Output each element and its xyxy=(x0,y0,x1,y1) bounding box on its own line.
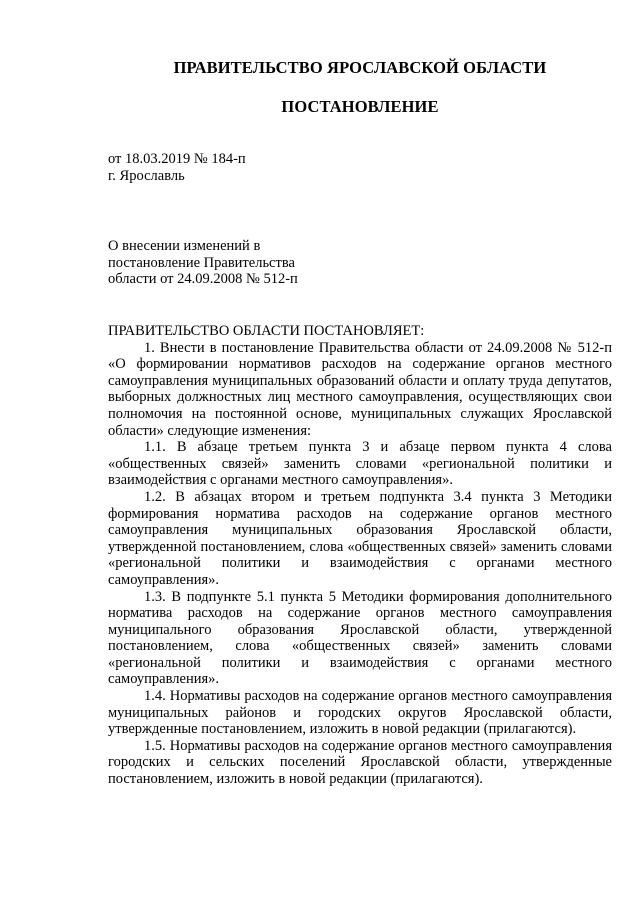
city: г. Ярославль xyxy=(108,168,185,184)
date-number: от 18.03.2019 № 184-п xyxy=(108,151,246,167)
paragraph-1-2: 1.2. В абзацах втором и третьем подпункта 3.4 пункта 3 Методики формирования норматива расходов на содержание органов местного самоуправления муниципальных образования Ярославской области, утвержденной постановлением, слова «общественных связей» заменить словами «региональной политики и взаимодействия с органами местного самоуправления». xyxy=(108,488,612,588)
document-type-heading: ПОСТАНОВЛЕНИЕ xyxy=(281,97,439,116)
subject-line: О внесении изменений в xyxy=(108,238,261,254)
preamble: ПРАВИТЕЛЬСТВО ОБЛАСТИ ПОСТАНОВЛЯЕТ: xyxy=(108,323,425,339)
government-title: ПРАВИТЕЛЬСТВО ЯРОСЛАВСКОЙ ОБЛАСТИ xyxy=(173,58,547,77)
subject-line: области от 24.09.2008 № 512-п xyxy=(108,271,298,287)
paragraph-1-3: 1.3. В подпункте 5.1 пункта 5 Методики формирования дополнительного норматива расходов на содержание органов местного самоуправления муниципального образования Ярославской области, утвержденной постановлением, слова «общественных связей» заменить словами «региональной политики и взаимодействия с органами местного самоуправления». xyxy=(108,588,612,688)
document-body xyxy=(108,323,612,788)
paragraph-1-4: 1.4. Нормативы расходов на содержание органов местного самоуправления муниципальных районов и городских округов Ярославской области, утвержденные постановлением, изложить в новой редакции (прилагаются). xyxy=(108,688,612,738)
paragraph-1-1: 1.1. В абзаце третьем пункта 3 и абзаце первом пункта 4 слова «общественных связей» заменить словами «региональной политики и взаимодействия с органами местного самоуправления». xyxy=(108,439,612,489)
subject-line: постановление Правительства xyxy=(108,254,295,271)
document-meta xyxy=(108,151,246,185)
paragraph-1-5: 1.5. Нормативы расходов на содержание органов местного самоуправления городских и сельских поселений Ярославской области, утвержденные постановлением, изложить в новой редакции (прилагаются). xyxy=(108,737,612,788)
document-subject xyxy=(108,238,368,288)
paragraph-1: 1. Внести в постановление Правительства области от 24.09.2008 № 512-п «О формировании нормативов расходов на содержание органов местного самоуправления муниципальных образований области и оплату труда депутатов, выборных должностных лиц местного самоуправления, осуществляющих свои полномочия на постоянной основе, муниципальных служащих Ярославской области» следующие изменения: xyxy=(108,339,612,439)
